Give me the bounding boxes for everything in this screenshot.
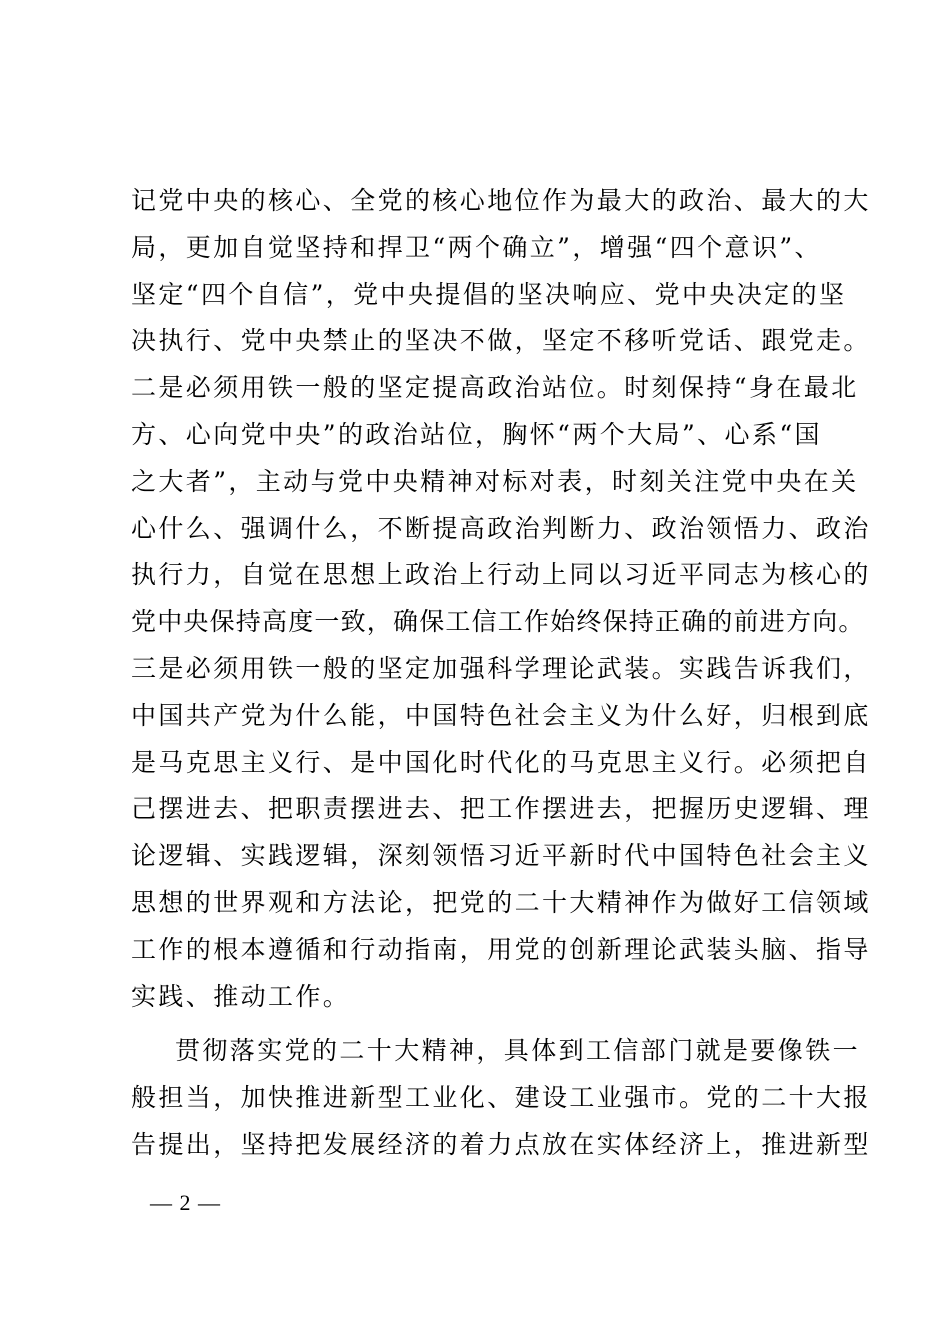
text-line: 己摆进去、把职责摆进去、把工作摆进去，把握历史逻辑、理 (131, 794, 871, 824)
text-line: 执行力，自觉在思想上政治上行动上同以习近平同志为核心的 (131, 560, 871, 590)
page-number: — 2 — (150, 1190, 221, 1215)
text-line: 是马克思主义行、是中国化时代化的马克思主义行。必须把自 (131, 747, 871, 777)
text-line: 工作的根本遵循和行动指南，用党的创新理论武装头脑、指导 (131, 934, 871, 964)
text-line: 党中央保持高度一致，确保工信工作始终保持正确的前进方向。 (131, 607, 865, 637)
text-line: 方、心向党中央”的政治站位，胸怀“两个大局”、心系“国 (131, 419, 822, 449)
text-line: 坚定“四个自信”，党中央提倡的坚决响应、党中央决定的坚 (131, 279, 847, 309)
text-line: 般担当，加快推进新型工业化、建设工业强市。党的二十大报 (131, 1083, 871, 1113)
text-line: 告提出，坚持把发展经济的着力点放在实体经济上，推进新型 (131, 1129, 871, 1159)
text-line: 二是必须用铁一般的坚定提高政治站位。时刻保持“身在最北 (131, 373, 859, 403)
text-line: 中国共产党为什么能，中国特色社会主义为什么好，归根到底 (131, 700, 871, 730)
text-line: 记党中央的核心、全党的核心地位作为最大的政治、最大的大 (131, 186, 871, 215)
text-line: 局，更加自觉坚持和捍卫“两个确立”，增强“四个意识”、 (131, 232, 822, 262)
document-body (131, 178, 871, 1169)
text-line: 论逻辑、实践逻辑，深刻领悟习近平新时代中国特色社会主义 (131, 841, 871, 871)
text-line: 心什么、强调什么，不断提高政治判断力、政治领悟力、政治 (131, 513, 871, 543)
text-line: 之大者”，主动与党中央精神对标对表，时刻关注党中央在关 (131, 466, 859, 496)
text-line: 决执行、党中央禁止的坚决不做，坚定不移听党话、跟党走。 (131, 326, 871, 356)
text-line: 思想的世界观和方法论，把党的二十大精神作为做好工信领域 (131, 887, 871, 917)
text-line: 实践、推动工作。 (131, 981, 351, 1011)
text-line: 贯彻落实党的二十大精神，具体到工信部门就是要像铁一 (175, 1036, 861, 1066)
paragraph-gap (131, 1020, 851, 1028)
text-line: 三是必须用铁一般的坚定加强科学理论武装。实践告诉我们， (131, 653, 871, 683)
